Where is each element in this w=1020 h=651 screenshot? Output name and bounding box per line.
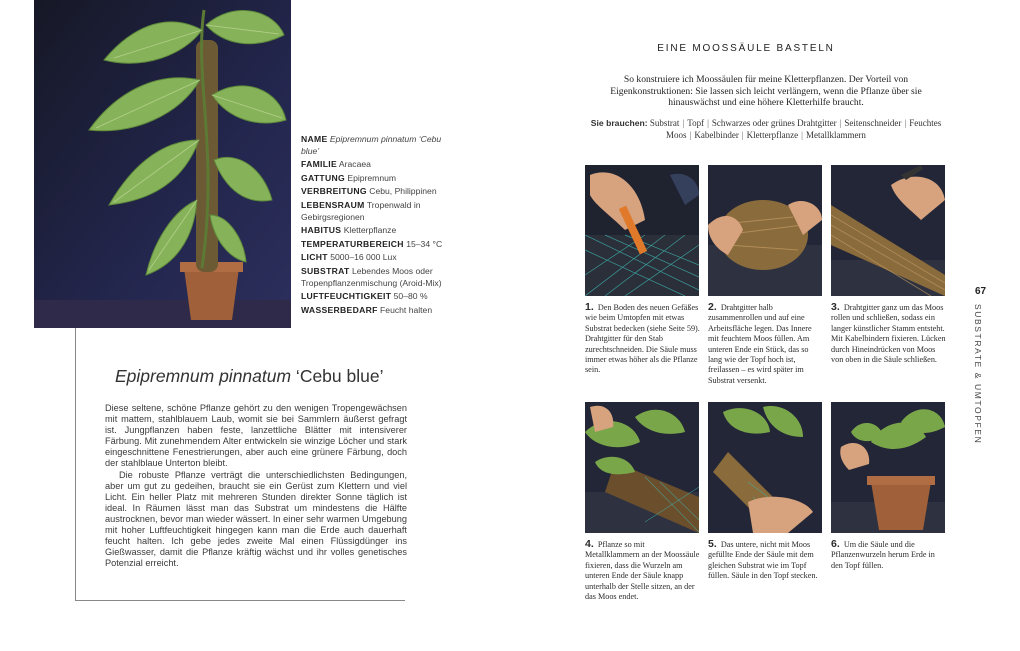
step-number: 5. xyxy=(708,538,717,550)
fact-label: HABITUS xyxy=(301,225,342,236)
step-text: Drahtgitter ganz um das Moos rollen und schließen, sodass ein langer künstlicher Stamm entsteht. Mit Kabelbindern fixieren. Lücken durch Hineindrücken von Moos von oben in die Säule schließen. xyxy=(831,303,946,365)
fact-value: 50–80 % xyxy=(393,291,428,302)
step-2-photo xyxy=(708,165,822,296)
plant-title xyxy=(115,366,383,387)
frame-line-left xyxy=(75,328,76,601)
material-item: Metallklammern xyxy=(805,130,866,140)
section-title: EINE MOOSSÄULE BASTELN xyxy=(657,43,835,54)
step-number: 2. xyxy=(708,301,717,313)
fact-label: SUBSTRAT xyxy=(301,265,350,276)
fact-value: Feucht halten xyxy=(380,304,433,315)
material-item: Kabelbinder xyxy=(694,130,739,140)
fact-label: LEBENSRAUM xyxy=(301,199,365,210)
step-text: Drahtgitter halb zusammenrollen und auf eine Arbeitsfläche legen. Das Innere mit feuchtem Moos füllen. Am unteren Ende ein Stück, das so lang wie der Topf hoch ist, freilassen – es wird später im Substrat versenkt. xyxy=(708,303,812,385)
fact-row xyxy=(301,186,451,198)
plant-title-latin: Epipremnum pinnatum xyxy=(115,366,292,386)
paragraph: Die robuste Pflanze verträgt die unterschiedlichsten Bedingungen, aber um gut zu gedeihen, braucht sie ein Gerüst zum Klettern und viel Licht. Ein heller Platz mit mehreren Stunden direkter Sonne täglich ist ideal. In Räumen lässt man das Substrat um mindestens die Hälfte austrocknen, bevor man wieder wässert. In einer sehr warmen Umgebung mit hoher Luftfeuchtigkeit hingegen kann man die Erde auch dauerhaft feucht halten. Ich gebe jedes zweite Mal einen Flüssigdünger ins Gießwasser, damit die Pflanze kräftig wächst und ihr volles genetisches Potenzial erreicht. xyxy=(105,469,407,569)
materials-list xyxy=(585,117,947,141)
fact-label: LUFTFEUCHTIGKEIT xyxy=(301,291,392,302)
material-item: Feuchtes Moos xyxy=(666,118,942,140)
separator: | xyxy=(707,118,709,128)
fact-row xyxy=(301,266,451,289)
materials-lead: Sie brauchen: xyxy=(590,118,648,128)
step-6-photo xyxy=(831,402,945,533)
fact-value: Aracaea xyxy=(338,159,371,170)
step-3-caption xyxy=(831,302,947,365)
fact-label: VERBREITUNG xyxy=(301,186,367,197)
fact-label: LICHT xyxy=(301,252,328,263)
plant-title-cultivar: ‘Cebu blue’ xyxy=(291,366,384,386)
fact-row xyxy=(301,291,451,303)
separator: | xyxy=(801,130,803,140)
fact-row xyxy=(301,252,451,264)
fact-value: Epipremnum pinnatum ‘Cebu blue’ xyxy=(301,134,442,156)
material-item: Schwarzes oder grünes Drahtgitter xyxy=(711,118,837,128)
step-6-caption xyxy=(831,539,947,571)
step-4-caption xyxy=(585,539,701,602)
fact-label: WASSERBEDARF xyxy=(301,304,378,315)
material-item: Kletterpflanze xyxy=(746,130,799,140)
fact-value: Tropenwald in Gebirgsregionen xyxy=(301,199,421,222)
material-item: Seitenschneider xyxy=(844,118,902,128)
fact-value: Epipremnum xyxy=(347,172,397,183)
step-5-caption xyxy=(708,539,824,582)
step-number: 4. xyxy=(585,538,594,550)
step-text: Um die Säule und die Pflanzenwurzeln herum Erde in den Topf füllen. xyxy=(831,540,935,570)
step-4-photo xyxy=(585,402,699,533)
step-3-photo xyxy=(831,165,945,296)
paragraph: Diese seltene, schöne Pflanze gehört zu den wenigen Tropengewächsen mit mattem, stahlblauem Laub, womit sie bei Sammlern äußerst gefragt ist. Jungpflanzen haben feste, lanzettliche Blätter mit intensiverer Färbung. Mit zunehmendem Alter entwickeln sie winzige Löcher und stark eingeschnittene Fenestrierungen, aber auch eine grünere Färbung, doch der stahlblaue Unterton bleibt. xyxy=(105,403,407,469)
step-text: Den Boden des neuen Gefäßes wie beim Umtopfen mit etwas Substrat bedecken (siehe Seite 59). Drahtgitter für den Stab zurechtschneiden. Die Säule muss immer etwas höher als die Pflanze sein. xyxy=(585,303,700,375)
separator: | xyxy=(904,118,907,128)
plant-description xyxy=(105,403,407,569)
step-text: Das untere, nicht mit Moos gefüllte Ende der Säule mit dem gleichen Substrat wie im Topf füllen. Säule in den Topf stecken. xyxy=(708,540,818,581)
fact-row xyxy=(301,173,451,185)
running-head xyxy=(973,304,987,444)
separator: | xyxy=(682,118,685,128)
fact-value: 5000–16 000 Lux xyxy=(330,252,397,263)
separator: | xyxy=(741,130,744,140)
fact-value: Kletterpflanze xyxy=(343,225,397,236)
step-number: 6. xyxy=(831,538,840,550)
frame-line-bottom xyxy=(75,600,405,601)
fact-label: GATTUNG xyxy=(301,172,345,183)
fact-row xyxy=(301,305,451,317)
fact-value: Lebendes Moos oder Tropenpflanzenmischung (Aroid-Mix) xyxy=(301,265,442,288)
hero-plant-photo xyxy=(34,0,291,328)
step-2-caption xyxy=(708,302,824,386)
fact-row xyxy=(301,159,451,171)
page-number: 67 xyxy=(975,286,987,297)
fact-row xyxy=(301,225,451,237)
plant-facts-list xyxy=(301,134,451,318)
fact-label: NAME xyxy=(301,134,328,144)
fact-value: Cebu, Philippinen xyxy=(369,186,437,197)
fact-label: TEMPERATURBEREICH xyxy=(301,238,404,249)
fact-label: FAMILIE xyxy=(301,159,337,170)
step-1-caption xyxy=(585,302,701,376)
separator: | xyxy=(839,118,842,128)
separator: | xyxy=(689,130,692,140)
step-1-photo xyxy=(585,165,699,296)
fact-row xyxy=(301,200,451,223)
step-number: 1. xyxy=(585,301,594,313)
step-number: 3. xyxy=(831,301,840,313)
running-head-text: SUBSTRATE & UMTOPFEN xyxy=(973,304,983,445)
fact-value: 15–34 °C xyxy=(406,238,443,249)
fact-row xyxy=(301,134,451,157)
material-item: Substrat xyxy=(649,118,680,128)
fact-row xyxy=(301,239,451,251)
step-text: Pflanze so mit Metallklammern an der Moossäule fixieren, dass die Wurzeln am unteren Ende der Säule knapp unterhalb der Stelle sitzen, an der das Moos endet. xyxy=(585,540,700,602)
step-5-photo xyxy=(708,402,822,533)
material-item: Topf xyxy=(687,118,705,128)
intro-text: So konstruiere ich Moossäulen für meine Kletterpflanzen. Der Vorteil von Eigenkonstruktionen: Sie lassen sich leicht verlängern, wenn die Pflanze über sie hinauswächst und eine höhere Kletterhilfe braucht. xyxy=(610,74,922,109)
